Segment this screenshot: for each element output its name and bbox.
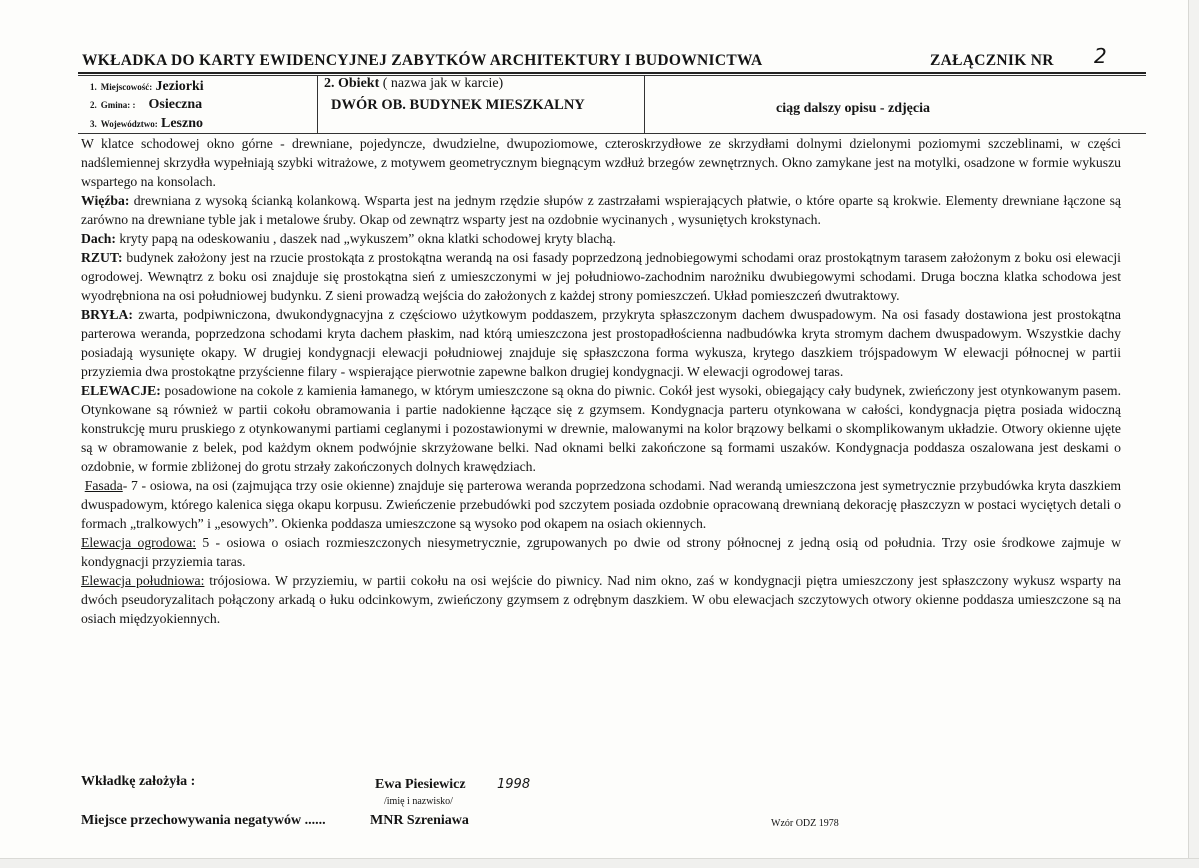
object-label-note: ( nazwa jak w karcie) bbox=[382, 76, 504, 91]
author-label: Wkładkę założyła : bbox=[81, 774, 196, 789]
header-rule bbox=[78, 72, 1146, 74]
para-bryla bbox=[81, 305, 1121, 381]
rzut-label: RZUT: bbox=[81, 250, 123, 265]
negatives-value: MNR Szreniawa bbox=[370, 813, 469, 828]
form-title: WKŁADKA DO KARTY EWIDENCYJNEJ ZABYTKÓW ARCHITEKTURY I BUDOWNICTWA bbox=[82, 52, 763, 69]
commune-row bbox=[90, 96, 202, 113]
voivodeship-label: Województwo: bbox=[100, 119, 158, 129]
wiezba-label: Więźba: bbox=[81, 193, 130, 208]
elewacje-text: posadowione na cokole z kamienia łamanego, w którym umieszczone są okna do piwnic. Cokół jest wysoki, obiegający cały budynek, zwieńczony jest otynkowanym pasem. Otynkowane są również w partii cokołu obramowania i partie nadokienne łączące się z gzymsem. Kondygnacja parteru otynkowana w całości, kondygnacja piętra posiada widoczną konstrukcję muru pruskiego z otynkowanymi partiami ceglanymi i pozostawionymi w drewnie, malowanymi na kolor brązowy belkami o skomplikowanym układzie. Otwory okienne ujęte są w obramowanie z belek, pod każdym oknem podwójnie skrzyżowane belki. Nad oknami belki zakończone są formami uszaków. Kondygnacja poddasza oszalowana jest deskami o ozdobnie, w formie zbliżonej do grotu strzały zakończonych dolnych krawędziach. bbox=[81, 383, 1121, 474]
para-dach bbox=[81, 229, 1121, 248]
header-divider-left bbox=[317, 75, 318, 133]
author-name-note: /imię i nazwisko/ bbox=[384, 796, 453, 807]
elewacje-label: ELEWACJE: bbox=[81, 383, 161, 398]
template-note: Wzór ODZ 1978 bbox=[771, 818, 839, 829]
poludniowa-text: trójosiowa. W przyziemiu, w partii cokołu na osi wejście do piwnicy. Nad nim okno, zaś w kondygnacji piętra umieszczony jest spłaszczony wykusz wsparty na dwóch pseudoryzalitach połączony arkadą o łuku odcinkowym, zwieńczony gzymsem z odrębnym daszkiem. W obu elewacjach szczytowych otwory okienne poddasza umieszczone są na osiach międzyokiennych. bbox=[81, 573, 1121, 626]
author-name: Ewa Piesiewicz bbox=[375, 777, 466, 792]
place-value: Jeziorki bbox=[155, 79, 204, 94]
voivodeship-row bbox=[90, 115, 203, 132]
annex-label: ZAŁĄCZNIK NR bbox=[930, 52, 1054, 69]
wiezba-text: drewniana z wysoką ścianką kolankową. Wsparta jest na jednym rzędzie słupów z zastrzałami wspierających płatwie, o które oparte są krokwie. Elementy drewniane łączone są zarówno na drewniane tyble jak i metalowe śruby. Okap od zewnątrz wsparty jest na ozdobnie wycinanych , wysuniętych krokstynach. bbox=[81, 193, 1121, 227]
commune-label: Gmina: : bbox=[100, 100, 136, 110]
description-body bbox=[81, 134, 1121, 628]
commune-num: 2. bbox=[90, 100, 97, 110]
header-box bbox=[78, 75, 1146, 134]
para-rzut bbox=[81, 248, 1121, 305]
para-wiezba bbox=[81, 191, 1121, 229]
object-label-row bbox=[324, 76, 503, 92]
rzut-text: budynek założony jest na rzucie prostokąta z prostokątna werandą na osi fasady poprzedzoną jednobiegowymi schodami oraz prostokątnym tarasem założonym z boku osi elewacji ogrodowej. Wewnątrz z boku osi znajduje się prostokątna sień z umieszczonymi w jej południowo-zachodnim narożniku dwubiegowymi schodami. Druga boczna klatka schodowa jest wyodrębniona na osi południowej budynku. Z sieni prowadzą wejścia do założonych z każdej strony pomieszczeń. Układ pomieszczeń dwutraktowy. bbox=[81, 250, 1121, 303]
object-label: 2. Obiekt bbox=[324, 76, 380, 91]
para-elewacje bbox=[81, 381, 1121, 476]
author-year: 1998 bbox=[497, 777, 531, 792]
fasada-text: - 7 - osiowa, na osi (zajmująca trzy osie okienne) znajduje się parterowa weranda poprzedzona schodami. Nad werandą umieszczona jest symetrycznie przybudówka kryta daszkiem dwuspadowym, którego kalenica sięga okapu korpusu. Zwieńczenie przebudówki pod szczytem posiada ozdobnie opracowaną drewnianą dekorację płaszczyzn w postaci wyciętych detali o formach „tralkowych” i „esowych”. Okienka poddasza umieszczone są wysoko pod okapem na osiach okiennych. bbox=[81, 478, 1121, 531]
object-value: DWÓR OB. BUDYNEK MIESZKALNY bbox=[331, 97, 585, 113]
header-divider-right bbox=[644, 75, 645, 133]
para-ogrodowa bbox=[81, 533, 1121, 571]
commune-value: Osieczna bbox=[148, 97, 203, 112]
fasada-label: Fasada bbox=[84, 478, 123, 493]
place-label: Miejscowość: bbox=[100, 82, 153, 92]
ogrodowa-label: Elewacja ogrodowa: bbox=[81, 535, 197, 550]
voivodeship-value: Leszno bbox=[161, 116, 203, 131]
voivodeship-num: 3. bbox=[90, 119, 97, 129]
para-window: W klatce schodowej okno górne - drewniane, pojedyncze, dwudzielne, dwupoziomowe, czteroskrzydłowe ze skrzydłami dolnymi dzielonymi poziomymi szczeblinami, w części nadślemiennej skrzydła wypełniają szybki witrażowe, z motywem geometrycznym biegnącym wzdłuż brzegów zewnętrznych. Okno zamykane jest na motylki, osadzone w formie wykuszu wspartego na konsolach. bbox=[81, 136, 1121, 189]
dach-text: kryty papą na odeskowaniu , daszek nad „wykuszem” okna klatki schodowej kryty blachą. bbox=[115, 231, 616, 246]
place-num: 1. bbox=[90, 82, 97, 92]
scan-edge-right bbox=[1188, 0, 1199, 867]
poludniowa-label: Elewacja południowa: bbox=[81, 573, 205, 588]
continuation-label: ciąg dalszy opisu - zdjęcia bbox=[776, 101, 930, 116]
negatives-label: Miejsce przechowywania negatywów ...... bbox=[81, 813, 326, 828]
bryla-text: zwarta, podpiwniczona, dwukondygnacyjna z częściowo użytkowym poddaszem, przykryta spłaszczonym dachem dwuspadowym. Na osi fasady dostawiona jest prostokątna parterowa weranda, poprzedzona schodami kryta dachem płaskim, nad którą umieszczona jest prostopadłościenna nadbudówka kryta stromym dachem dwuspadowym. Wszystkie dachy posiadają wysunięte okapy. W drugiej kondygnacji elewacji południowej znajduje się spłaszczona forma wykusza, krytego daszkiem trójspadowym W elewacji północnej w partii przyziemia dwa prostokątne przyścienne filary - wspierające pierwotnie zapewne balkon drugiej kondygnacji. W elewacji ogrodowej taras. bbox=[81, 307, 1121, 379]
bryla-label: BRYŁA: bbox=[81, 307, 133, 322]
dach-label: Dach: bbox=[81, 231, 116, 246]
para-poludniowa bbox=[81, 571, 1121, 628]
annex-number: 2 bbox=[1094, 44, 1107, 68]
ogrodowa-text: 5 - osiowa o osiach rozmieszczonych niesymetrycznie, zgrupowanych po dwie od strony północnej z jedną osią od południa. Trzy osie środkowe zajmuje w kondygnacji przyziemia taras. bbox=[81, 535, 1121, 569]
para-fasada bbox=[81, 476, 1121, 533]
place-row bbox=[90, 78, 204, 95]
